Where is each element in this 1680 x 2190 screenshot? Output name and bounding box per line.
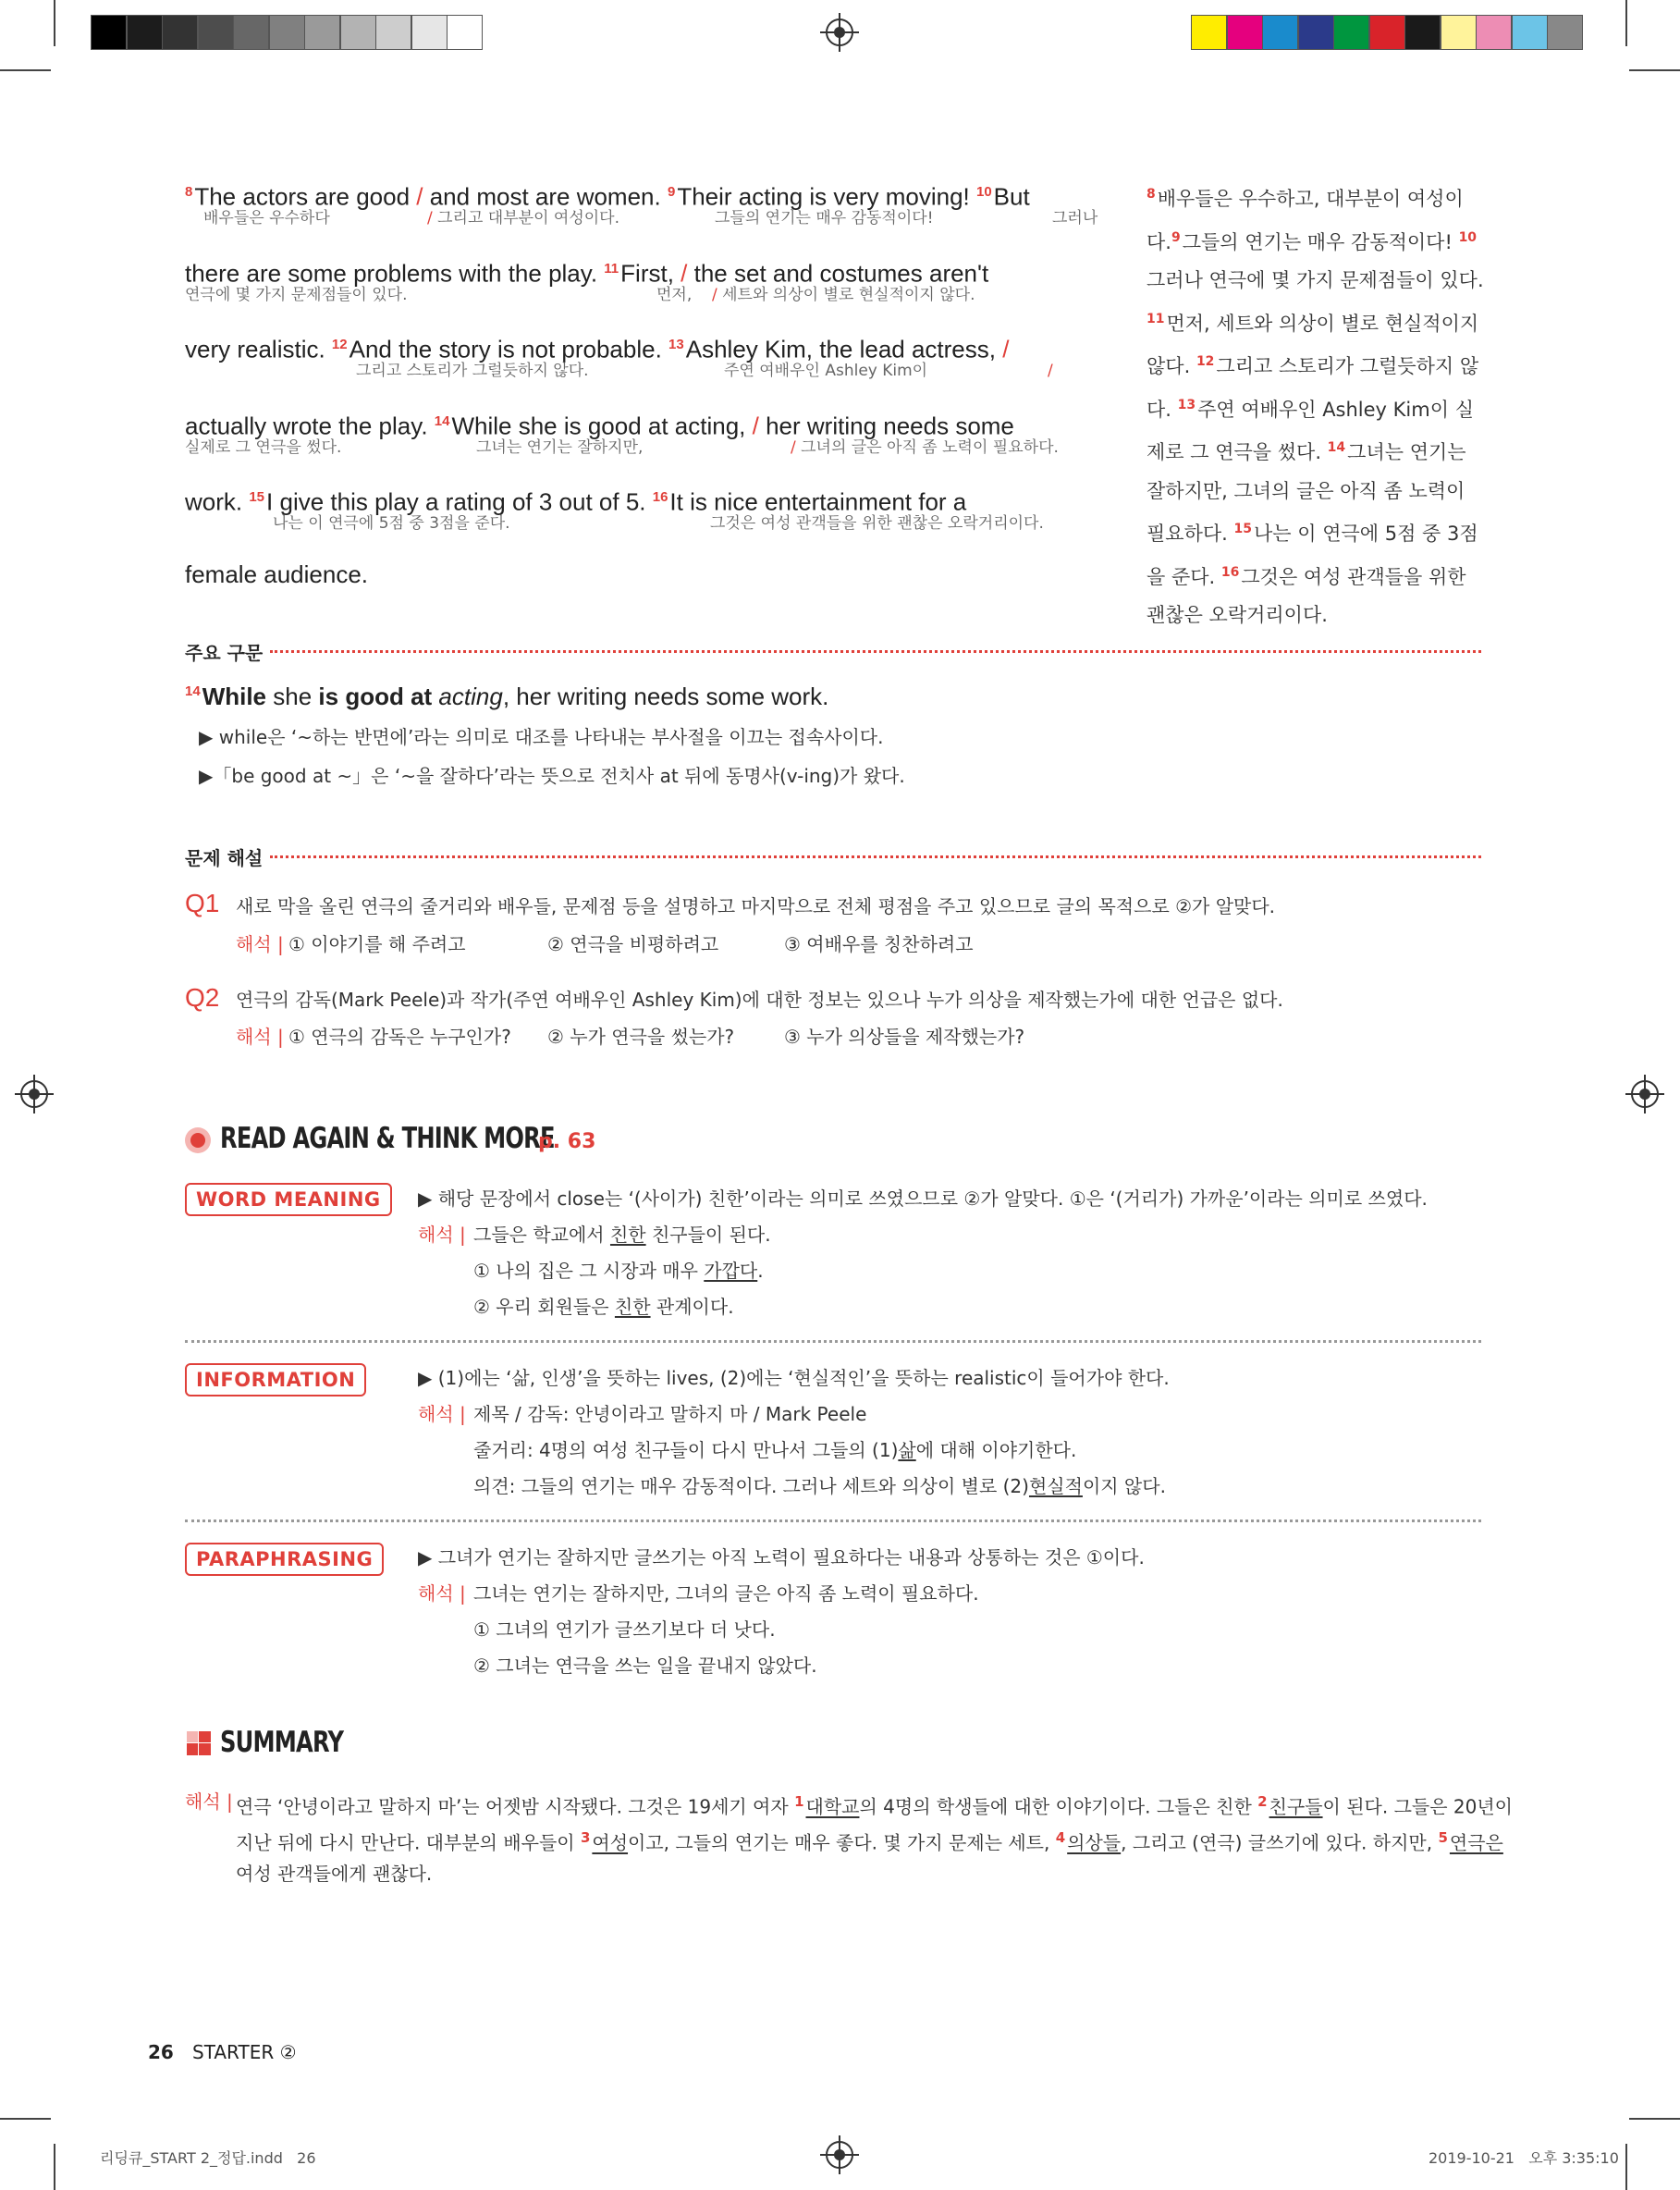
chunk-translation: 나는 이 연극에 5점 중 3점을 준다. xyxy=(273,514,510,533)
explanation-heading xyxy=(185,843,263,870)
passage-text: her writing needs some xyxy=(758,412,1014,440)
page-number: 26 xyxy=(148,2041,174,2063)
passage-text: the set and costumes aren't xyxy=(687,259,989,288)
crop-mark xyxy=(54,0,55,46)
passage-text: work. xyxy=(185,487,250,516)
sentence-number: 15 xyxy=(249,489,265,505)
sentence-number: 9 xyxy=(667,184,676,200)
timestamp: 2019-10-21 오후 3:35:10 xyxy=(1429,2149,1619,2167)
answer-word: 친구들 xyxy=(1269,1795,1323,1818)
sentence-text: , her writing needs some work. xyxy=(502,683,829,710)
translation-text: 나는 이 연극에 5점 중 3점을 준다. xyxy=(1147,523,1478,588)
passage-text: Their acting is very moving! xyxy=(677,182,976,211)
color-swatch xyxy=(1476,15,1512,50)
crop-mark xyxy=(1629,2118,1680,2120)
underlined-word: 현실적 xyxy=(1028,1475,1083,1497)
option: ② 연극을 비평하려고 xyxy=(547,933,719,955)
file-info: 리딩큐_START 2_정답.indd 26 xyxy=(100,2149,316,2167)
color-swatch xyxy=(1404,15,1441,50)
keyword-italic: acting xyxy=(438,683,503,710)
chunk-translation xyxy=(1048,362,1053,380)
sentence-text: she xyxy=(266,683,319,710)
passage-text: I give this play a rating of 3 out of 5. xyxy=(266,487,653,516)
color-swatch xyxy=(1191,15,1227,50)
answer-number: 3 xyxy=(580,1829,591,1846)
sentence-number: 14 xyxy=(434,412,450,429)
chunk-translation: 주연 여배우인 Ashley Kim이 xyxy=(724,362,928,380)
summary-text: 연극 ‘안녕이라고 말하지 마’는 어젯밤 시작됐다. 그것은 19세기 여자 xyxy=(236,1795,795,1818)
summary-title: SUMMARY xyxy=(220,1726,344,1759)
gray-swatch xyxy=(269,15,305,50)
passage-line xyxy=(185,560,368,588)
chunk-slash: / xyxy=(416,182,423,211)
text: ① 나의 집은 그 시장과 매우 xyxy=(473,1260,705,1282)
chunk-translation: 배우들은 우수하다 xyxy=(203,209,330,228)
crop-mark xyxy=(1625,0,1627,46)
text: 줄거리: 4명의 여성 친구들이 다시 만나서 그들의 (1) xyxy=(473,1439,899,1461)
passage-text: and most are women. xyxy=(423,182,668,211)
underlined-word: 삶 xyxy=(898,1439,916,1461)
sentence-number: 8 xyxy=(185,184,193,200)
passage-line xyxy=(185,178,1030,211)
registration-mark-icon xyxy=(1631,1080,1659,1108)
key-note: ▶「be good at ~」은 ‘~을 잘하다’라는 뜻으로 전치사 at 뒤에 동명사(v-ing)가 왔다. xyxy=(199,765,905,787)
passage-text: very realistic. xyxy=(185,335,332,363)
sentence-number: 12 xyxy=(1196,354,1215,369)
passage-text: Ashley Kim, the lead actress, xyxy=(685,335,1003,363)
gray-swatch xyxy=(233,15,269,50)
chunk-translation xyxy=(712,286,975,304)
chunk-translation: 그것은 여성 관객들을 위한 괜찮은 오락거리이다. xyxy=(710,514,1044,533)
key-phrase-title: 주요 구문 xyxy=(185,642,264,664)
translation-line xyxy=(473,1402,866,1426)
translation-text: 그리고 스토리가 그럴듯하지 않다. xyxy=(1147,355,1479,421)
information-note: ▶ (1)에는 ‘삶, 인생’을 뜻하는 lives, (2)에는 ‘현실적인’을 뜻하는 realistic이 들어가야 한다. xyxy=(418,1367,1170,1389)
gray-swatch xyxy=(127,15,163,50)
crop-mark xyxy=(0,69,51,71)
target-icon xyxy=(185,1127,211,1153)
option: ② 누가 연극을 썼는가? xyxy=(547,1026,735,1048)
underlined-word: 가깝다 xyxy=(704,1260,758,1282)
passage-text: But xyxy=(993,182,1030,211)
divider xyxy=(270,855,1481,858)
translation-tag: 해석 | xyxy=(418,1224,466,1246)
crop-mark xyxy=(54,2144,55,2190)
answer-number: 5 xyxy=(1438,1829,1448,1846)
translation-tag: 해석 | xyxy=(418,1403,466,1425)
chunk-slash: / xyxy=(791,437,796,457)
chunk-translation-text: 그리고 대부분이 여성이다. xyxy=(432,209,619,228)
text: 에 대해 이야기한다. xyxy=(915,1439,1077,1461)
divider xyxy=(185,1519,1481,1522)
color-swatch xyxy=(1547,15,1583,50)
summary-text: 지난 뒤에 다시 만난다. 대부분의 배우들이 xyxy=(236,1831,581,1854)
chunk-slash: / xyxy=(752,412,759,440)
passage-text: actually wrote the play. xyxy=(185,412,435,440)
chunk-translation: 그러나 xyxy=(1052,209,1098,228)
explanation-title: 문제 해설 xyxy=(185,847,264,869)
keyword: is good at xyxy=(318,683,433,710)
answer-number: 1 xyxy=(794,1793,804,1810)
keyword: While xyxy=(202,683,267,710)
sentence-number: 14 xyxy=(185,683,201,700)
passage-line xyxy=(185,255,988,288)
passage-text: First, xyxy=(620,259,681,288)
summary-text: 의 4명의 학생들에 대한 이야기이다. 그들은 친한 xyxy=(859,1795,1258,1818)
crop-mark xyxy=(0,2118,51,2120)
gray-swatch xyxy=(375,15,411,50)
option: ③ 여배우를 칭찬하려고 xyxy=(784,933,974,955)
answer-number: 4 xyxy=(1055,1829,1066,1846)
registration-mark-icon xyxy=(826,2141,853,2169)
passage-line xyxy=(185,484,966,516)
summary-line: 여성 관객들에게 괜찮다. xyxy=(236,1863,433,1885)
translation-text: 그것은 여성 관객들을 위한 괜찮은 오락거리이다. xyxy=(1147,565,1466,626)
color-swatch xyxy=(1512,15,1548,50)
translation-tag: 해석 | xyxy=(418,1582,466,1605)
color-swatch xyxy=(1298,15,1334,50)
answer-number: 2 xyxy=(1257,1793,1268,1810)
sentence-number: 14 xyxy=(1327,440,1346,455)
sentence-number: 16 xyxy=(1220,564,1240,580)
question-explanation: 새로 막을 올린 연극의 줄거리와 배우들, 문제점 등을 설명하고 마지막으로 전체 평점을 주고 있으므로 글의 목적으로 ②가 알맞다. xyxy=(236,895,1276,917)
passage-text: The actors are good xyxy=(194,182,417,211)
passage-text: And the story is not probable. xyxy=(349,335,669,363)
passage-text: It is nice entertainment for a xyxy=(669,487,967,516)
gray-swatch xyxy=(304,15,340,50)
key-sentence xyxy=(185,683,828,711)
question-explanation: 연극의 감독(Mark Peele)과 작가(주연 여배우인 Ashley Kim)에 대한 정보는 있으나 누가 의상을 제작했는가에 대한 언급은 없다. xyxy=(236,989,1283,1011)
chunk-translation-text: 그녀의 글은 아직 좀 노력이 필요하다. xyxy=(795,437,1059,457)
chunk-translation: 실제로 그 연극을 썼다. xyxy=(185,437,342,457)
answer-word: 연극은 xyxy=(1449,1831,1503,1854)
text: ② 우리 회원들은 xyxy=(473,1296,615,1318)
sentence-number: 10 xyxy=(975,184,992,200)
color-swatch xyxy=(1227,15,1263,50)
color-swatch xyxy=(1441,15,1477,50)
passage-text: there are some problems with the play. xyxy=(185,259,605,288)
translation-tag: 해석 | xyxy=(236,933,284,955)
sentence-number: 15 xyxy=(1233,522,1252,536)
translation-text: 그들의 연기는 매우 감동적이다! xyxy=(1182,230,1459,253)
translation-line: ① 그녀의 연기가 글쓰기보다 더 낫다. xyxy=(473,1618,776,1641)
passage-text: While she is good at acting, xyxy=(451,412,753,440)
word-meaning-badge: WORD MEANING xyxy=(185,1183,392,1216)
gray-swatch xyxy=(162,15,198,50)
sentence-number: 11 xyxy=(604,260,619,277)
gray-swatch xyxy=(411,15,448,50)
sentence-number: 8 xyxy=(1147,187,1156,202)
word-meaning-note: ▶ 해당 문장에서 close는 ‘(사이가) 친한’이라는 의미로 쓰였으므로 ②가 알맞다. ①은 ‘(거리가) 가까운’이라는 의미로 쓰였다. xyxy=(418,1187,1428,1210)
summary-text: 이 된다. 그들은 20년이 xyxy=(1322,1795,1513,1818)
divider xyxy=(270,650,1481,653)
translation-line xyxy=(473,1438,1076,1462)
chunk-slash: / xyxy=(427,209,433,228)
underlined-word: 친한 xyxy=(609,1224,646,1246)
read-again-title: READ AGAIN & THINK MORE xyxy=(220,1122,555,1155)
color-swatch xyxy=(1369,15,1405,50)
paraphrasing-badge: PARAPHRASING xyxy=(185,1543,384,1576)
chunk-translation: 그녀는 연기는 잘하지만, xyxy=(476,437,644,457)
sentence-number: 16 xyxy=(652,489,668,505)
option: ③ 누가 의상들을 제작했는가? xyxy=(784,1026,1025,1048)
chunk-translation-text: 세트와 의상이 별로 현실적이지 않다. xyxy=(717,285,975,304)
summary-line xyxy=(236,1790,1513,1819)
text: . xyxy=(757,1260,764,1282)
sentence-number: 10 xyxy=(1458,229,1478,245)
translation-line: 그녀는 연기는 잘하지만, 그녀의 글은 아직 좀 노력이 필요하다. xyxy=(473,1582,979,1605)
answer-word: 대학교 xyxy=(805,1795,860,1818)
chunk-translation: 그리고 스토리가 그럴듯하지 않다. xyxy=(356,362,589,380)
crop-mark xyxy=(1629,69,1680,71)
gray-swatch xyxy=(198,15,234,50)
registration-mark-icon xyxy=(826,18,853,46)
sentence-number: 13 xyxy=(668,337,684,352)
text: 그들은 학교에서 xyxy=(473,1224,610,1246)
translation-line xyxy=(473,1259,764,1283)
option: ① 연극의 감독은 누구인가? xyxy=(288,1026,511,1048)
divider xyxy=(185,1340,1481,1343)
summary-text: 이고, 그들의 연기는 매우 좋다. 몇 가지 문제는 세트, xyxy=(628,1831,1056,1854)
passage-line xyxy=(185,408,1014,440)
translation-line xyxy=(473,1295,734,1319)
chunk-slash: / xyxy=(1002,335,1010,363)
text: 이지 않다. xyxy=(1082,1475,1166,1497)
information-badge: INFORMATION xyxy=(185,1363,366,1396)
translation-line xyxy=(473,1474,1166,1498)
answer-word: 의상들 xyxy=(1067,1831,1122,1854)
gray-swatch xyxy=(340,15,376,50)
sentence-number: 9 xyxy=(1171,229,1181,245)
crop-mark xyxy=(1625,2144,1627,2190)
key-phrase-heading xyxy=(185,638,263,665)
text: 친구들이 된다. xyxy=(645,1224,771,1246)
text: 관계이다. xyxy=(650,1296,734,1318)
page-reference: p. 63 xyxy=(538,1130,596,1153)
chunk-translation: 그들의 연기는 매우 감동적이다! xyxy=(715,209,934,228)
passage-translation xyxy=(1147,176,1489,635)
translation-text: 주연 여배우인 Ashley Kim이 실제로 그 연극을 썼다. xyxy=(1147,398,1474,463)
text: 의견: 그들의 연기는 매우 감동적이다. 그러나 세트와 의상이 별로 (2) xyxy=(473,1475,1029,1497)
gray-swatch xyxy=(447,15,483,50)
chunk-slash: / xyxy=(1048,362,1053,380)
translation-tag: 해석 | xyxy=(185,1790,233,1813)
translation-text: 배우들은 우수하고, 대부분이 여성이다. xyxy=(1147,188,1464,253)
book-name: STARTER ② xyxy=(192,2041,297,2063)
chunk-translation: 연극에 몇 가지 문제점들이 있다. xyxy=(185,285,408,304)
color-swatch xyxy=(1262,15,1298,50)
chunk-slash: / xyxy=(681,259,688,288)
chunk-translation: 먼저, xyxy=(656,285,693,304)
text: 제목 / 감독: 안녕이라고 말하지 마 / Mark Peele xyxy=(473,1403,867,1425)
passage-line xyxy=(185,331,1009,363)
translation-tag: 해석 | xyxy=(236,1026,284,1048)
sentence-number: 12 xyxy=(331,337,348,352)
summary-line xyxy=(236,1826,1503,1855)
summary-text: , 그리고 (연극) 글쓰기에 있다. 하지만, xyxy=(1121,1831,1439,1854)
translation-text: 그러나 연극에 몇 가지 문제점들이 있다. xyxy=(1147,269,1484,291)
question-label: Q2 xyxy=(185,983,220,1012)
chunk-translation xyxy=(427,209,619,228)
translation-line xyxy=(473,1223,771,1247)
paraphrasing-note: ▶ 그녀가 연기는 잘하지만 글쓰기는 아직 노력이 필요하다는 내용과 상통하는 것은 ①이다. xyxy=(418,1546,1145,1569)
option: ① 이야기를 해 주려고 xyxy=(288,933,466,955)
registration-mark-icon xyxy=(20,1080,48,1108)
passage-text: female audience. xyxy=(185,560,369,588)
translation-text: 그녀는 연기는 잘하지만, 그녀의 글은 아직 좀 노력이 필요하다. xyxy=(1147,441,1466,545)
chunk-slash: / xyxy=(712,285,717,304)
sentence-number: 13 xyxy=(1177,397,1196,412)
underlined-word: 친한 xyxy=(614,1296,651,1318)
sentence-number: 11 xyxy=(1147,311,1165,326)
translation-text: 먼저, 세트와 의상이 별로 현실적이지 않다. xyxy=(1147,312,1479,377)
color-swatch xyxy=(1333,15,1369,50)
translation-line: ② 그녀는 연극을 쓰는 일을 끝내지 않았다. xyxy=(473,1655,817,1677)
key-note: ▶ while은 ‘~하는 반면에’라는 의미로 대조를 나타내는 부사절을 이끄는 접속사이다. xyxy=(199,726,884,748)
answer-word: 여성 xyxy=(592,1831,629,1854)
question-label: Q1 xyxy=(185,889,220,917)
chunk-translation xyxy=(791,438,1059,457)
summary-icon xyxy=(187,1731,211,1755)
gray-swatch xyxy=(91,15,127,50)
